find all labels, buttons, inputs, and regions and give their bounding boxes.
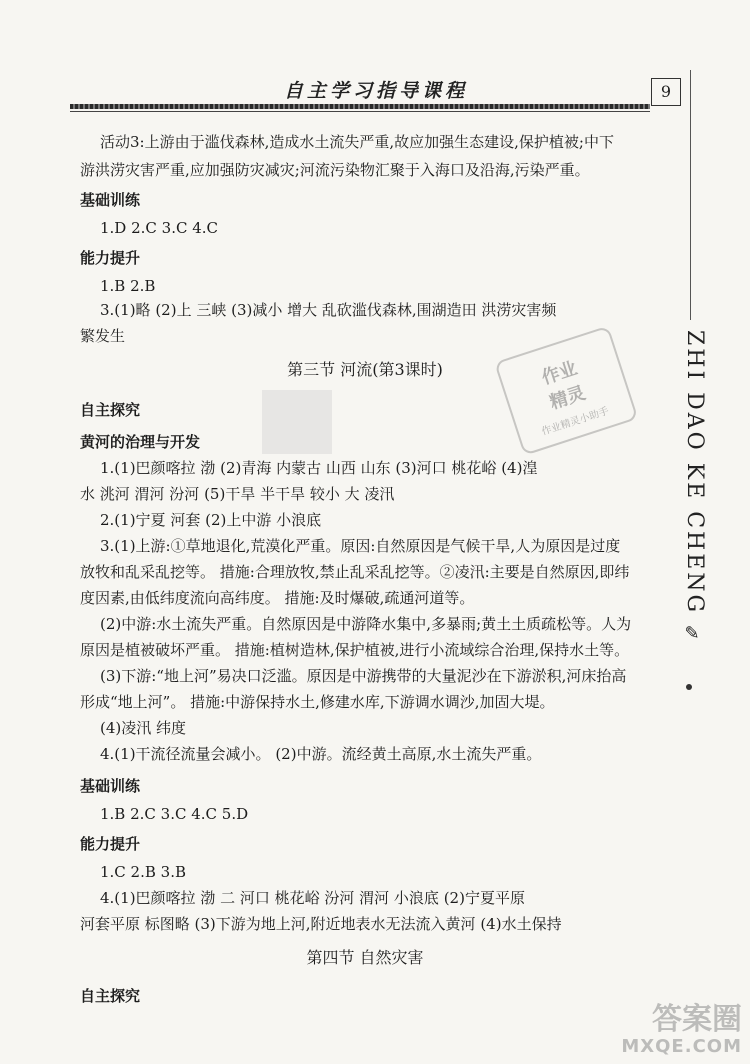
text-line: 1.B 2.C 3.C 4.C 5.D xyxy=(100,805,249,823)
stamp-line-3: 作业精灵小助手 xyxy=(540,405,611,438)
section-heading: 基础训练 xyxy=(80,191,141,209)
text-line: 1.B 2.B xyxy=(100,277,156,295)
page-number: 9 xyxy=(651,78,681,106)
text-line: (4)凌汛 纬度 xyxy=(100,719,187,737)
text-line: 游洪涝灾害严重,应加强防灾减灾;河流污染物汇聚于入海口及沿海,污染严重。 xyxy=(80,161,590,179)
section-heading: 黄河的治理与开发 xyxy=(80,433,201,451)
text-line: 活动3:上游由于滥伐森林,造成水土流失严重,故应加强生态建设,保护植被;中下 xyxy=(100,133,614,151)
text-line: 河套平原 标图略 (3)下游为地上河,附近地表水无法流入黄河 (4)水土保持 xyxy=(80,915,562,933)
watermark-glyph xyxy=(262,390,332,454)
text-line: 2.(1)宁夏 河套 (2)上中游 小浪底 xyxy=(100,511,322,529)
text-line: 度因素,由低纬度流向高纬度。 措施:及时爆破,疏通河道等。 xyxy=(80,589,475,607)
section-heading: 能力提升 xyxy=(80,249,141,267)
text-line: 4.(1)巴颜喀拉 渤 二 河口 桃花峪 汾河 渭河 小浪底 (2)宁夏平原 xyxy=(100,889,525,907)
stamp-line-1: 作业 xyxy=(539,357,580,389)
footer-logo-line-1: 答案圈 xyxy=(652,1002,742,1037)
section-heading: 能力提升 xyxy=(80,835,141,853)
side-rule xyxy=(690,70,691,320)
footer-watermark-logo xyxy=(612,1004,742,1060)
text-line: 1.D 2.C 3.C 4.C xyxy=(100,219,219,237)
text-line: 放牧和乱采乱挖等。 措施:合理放牧,禁止乱采乱挖等。②凌汛:主要是自然原因,即纬 xyxy=(80,563,630,581)
side-vertical-text: ZHI DAO KE CHENG xyxy=(682,330,707,616)
header-rule xyxy=(70,104,650,109)
text-line: 原因是植被破坏严重。 措施:植树造林,保护植被,进行小流域综合治理,保持水土等。 xyxy=(80,641,630,659)
stamp-line-2: 精灵 xyxy=(547,382,588,414)
text-line: 3.(1)上游:①草地退化,荒漠化严重。原因:自然原因是气候干旱,人为原因是过度 xyxy=(100,537,621,555)
page-header-title: 自主学习指导课程 xyxy=(284,80,469,102)
section-heading: 自主探究 xyxy=(80,401,141,419)
section-title: 第四节 自然灾害 xyxy=(306,948,424,967)
text-line: 形成“地上河”。 措施:中游保持水土,修建水库,下游调水调沙,加固大堤。 xyxy=(80,693,555,711)
text-line: 4.(1)干流径流量会减小。 (2)中游。流经黄土高原,水土流失严重。 xyxy=(100,745,542,763)
stamp-border xyxy=(494,325,638,455)
stamp-watermark xyxy=(494,326,636,454)
text-line: (2)中游:水土流失严重。自然原因是中游降水集中,多暴雨;黄土土质疏松等。人为 xyxy=(100,615,632,633)
text-line: 1.C 2.B 3.B xyxy=(100,863,186,881)
header-rule-thin xyxy=(70,111,650,112)
text-line: 水 洮河 渭河 汾河 (5)干旱 半干旱 较小 大 凌汛 xyxy=(80,485,395,503)
text-line: (3)下游:“地上河”易决口泛滥。原因是中游携带的大量泥沙在下游淤积,河床抬高 xyxy=(100,667,627,685)
text-line: 繁发生 xyxy=(80,327,126,345)
text-line: 1.(1)巴颜喀拉 渤 (2)青海 内蒙古 山西 山东 (3)河口 桃花峪 (4)湟 xyxy=(100,459,538,477)
text-line: 3.(1)略 (2)上 三峡 (3)减小 增大 乱砍滥伐森林,围湖造田 洪涝灾害频 xyxy=(100,301,557,319)
section-heading: 基础训练 xyxy=(80,777,141,795)
section-heading: 自主探究 xyxy=(80,987,141,1005)
side-dot xyxy=(686,684,692,690)
section-title: 第三节 河流(第3课时) xyxy=(287,360,443,379)
side-pen-icon: ✎ xyxy=(684,623,700,644)
footer-logo-line-2: MXQE.COM xyxy=(621,1036,742,1057)
